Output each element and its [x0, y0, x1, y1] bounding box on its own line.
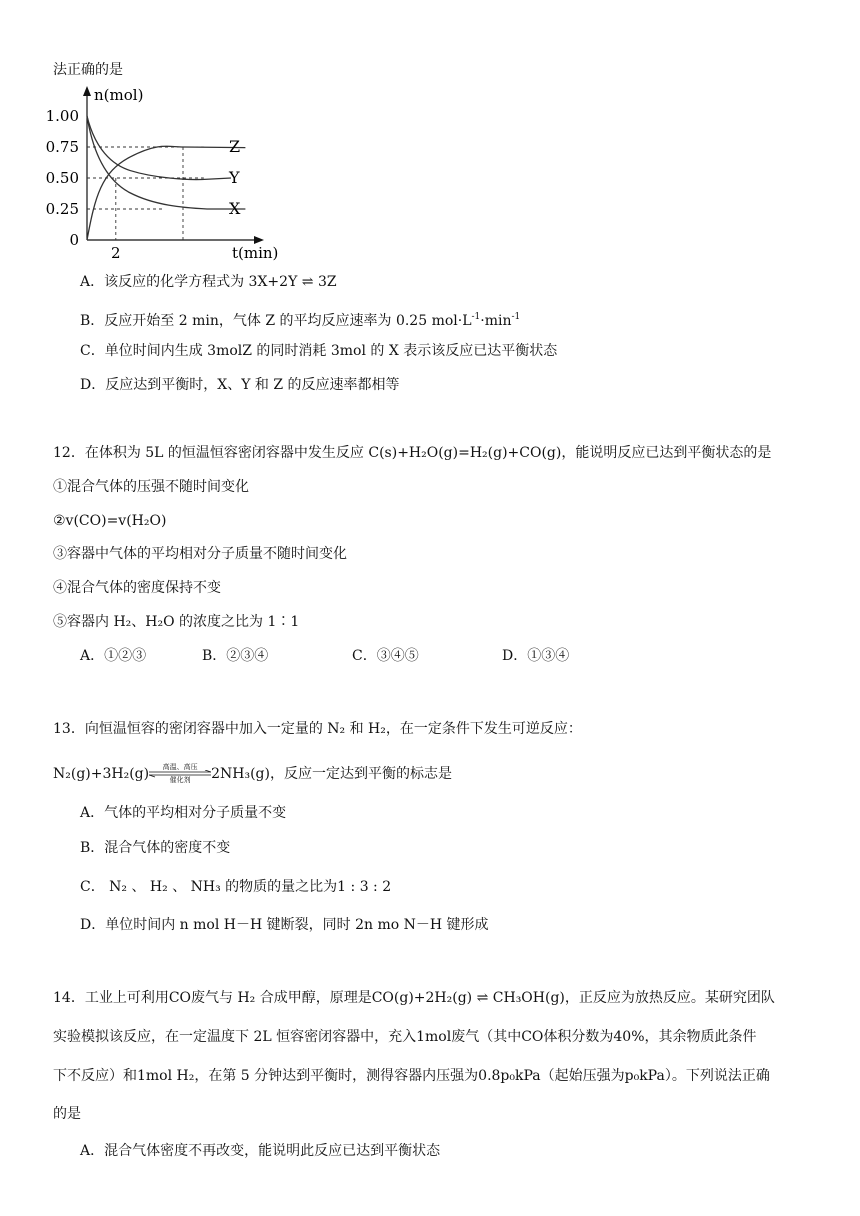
- q12-statement-1: ①混合气体的压强不随时间变化: [53, 479, 249, 495]
- q13-option-b: B．混合气体的密度不变: [80, 840, 231, 856]
- series-label-x: X: [229, 199, 241, 218]
- q11-option-c: C．单位时间内生成 3molZ 的同时消耗 3mol 的 X 表示该反应已达平衡状态: [80, 343, 558, 359]
- intro-text: 法正确的是: [53, 62, 123, 78]
- reversible-arrow-icon: 高温、高压 催化剂: [149, 764, 211, 784]
- q13-option-a: A．气体的平均相对分子质量不变: [80, 805, 287, 821]
- q12-statement-2: ②v(CO)=v(H₂O): [53, 513, 167, 529]
- x-axis-label: t(min): [232, 244, 279, 262]
- series-label-z: Z: [229, 137, 241, 156]
- y-tick-label: 1.00: [45, 107, 79, 125]
- q12-option-b: B．②③④: [202, 648, 269, 664]
- y-tick-label: 0.25: [45, 200, 79, 218]
- q12-statement-4: ④混合气体的密度保持不变: [53, 580, 221, 596]
- series-label-y: Y: [229, 168, 240, 187]
- q12-stem: 12．在体积为 5L 的恒温恒容密闭容器中发生反应 C(s)+H₂O(g)=H₂(g)+CO(g)，能说明反应已达到平衡状态的是: [53, 445, 772, 461]
- q14-stem-line-4: 的是: [53, 1106, 81, 1122]
- y-tick-label: 0.50: [45, 169, 79, 187]
- y-axis-arrow-icon: [83, 86, 91, 96]
- q12-option-d: D．①③④: [502, 648, 570, 664]
- q13-stem: 13．向恒温恒容的密闭容器中加入一定量的 N₂ 和 H₂，在一定条件下发生可逆反应：: [53, 721, 582, 737]
- q14-option-a: A．混合气体密度不再改变，能说明此反应已达到平衡状态: [80, 1143, 441, 1159]
- mole-time-chart: [40, 82, 290, 262]
- q12-statement-3: ③容器中气体的平均相对分子质量不随时间变化: [53, 546, 347, 562]
- q14-stem-line-1: 14．工业上可利用CO废气与 H₂ 合成甲醇，原理是CO(g)+2H₂(g) ⇌ CH₃OH(g)，正反应为放热反应。某研究团队: [53, 990, 775, 1006]
- q13-option-c: C． N₂ 、 H₂ 、 NH₃ 的物质的量之比为1 : 3 : 2: [80, 879, 392, 895]
- q13-option-d: D．单位时间内 n mol H－H 键断裂，同时 2n mo N－H 键形成: [80, 917, 489, 933]
- q14-stem-line-2: 实验模拟该反应，在一定温度下 2L 恒容密闭容器中，充入1mol废气（其中CO体积分数为40%，其余物质此条件: [53, 1029, 757, 1045]
- series-line-x: [87, 116, 245, 209]
- y-axis-label: n(mol): [94, 86, 144, 104]
- x-axis-arrow-icon: [254, 236, 264, 244]
- q11-option-b: B．反应开始至 2 min，气体 Z 的平均反应速率为 0.25 $mol\cdot L^{-1}\cdot\min^{-1}$: [80, 312, 521, 329]
- q11-option-a: A．该反应的化学方程式为 3X+2Y ⇌ 3Z: [80, 274, 337, 290]
- q13-equation: N₂(g)+3H₂(g) 高温、高压 催化剂 2NH₃(g)，反应一定达到平衡的标志是: [53, 763, 452, 784]
- q12-statement-5: ⑤容器内 H₂、H₂O 的浓度之比为 1∶1: [53, 614, 300, 630]
- q14-stem-line-3: 下不反应）和1mol H₂，在第 5 分钟达到平衡时，测得容器内压强为0.8p₀kPa（起始压强为p₀kPa）。下列说法正确: [53, 1068, 770, 1084]
- x-tick-label: 2: [111, 244, 121, 262]
- q12-option-a: A．①②③: [80, 648, 147, 664]
- y-tick-label: 0.75: [45, 138, 79, 156]
- y-tick-label: 0: [69, 231, 79, 249]
- q11-option-d: D．反应达到平衡时，X、Y 和 Z 的反应速率都相等: [80, 377, 400, 393]
- q12-option-c: C．③④⑤: [352, 648, 419, 664]
